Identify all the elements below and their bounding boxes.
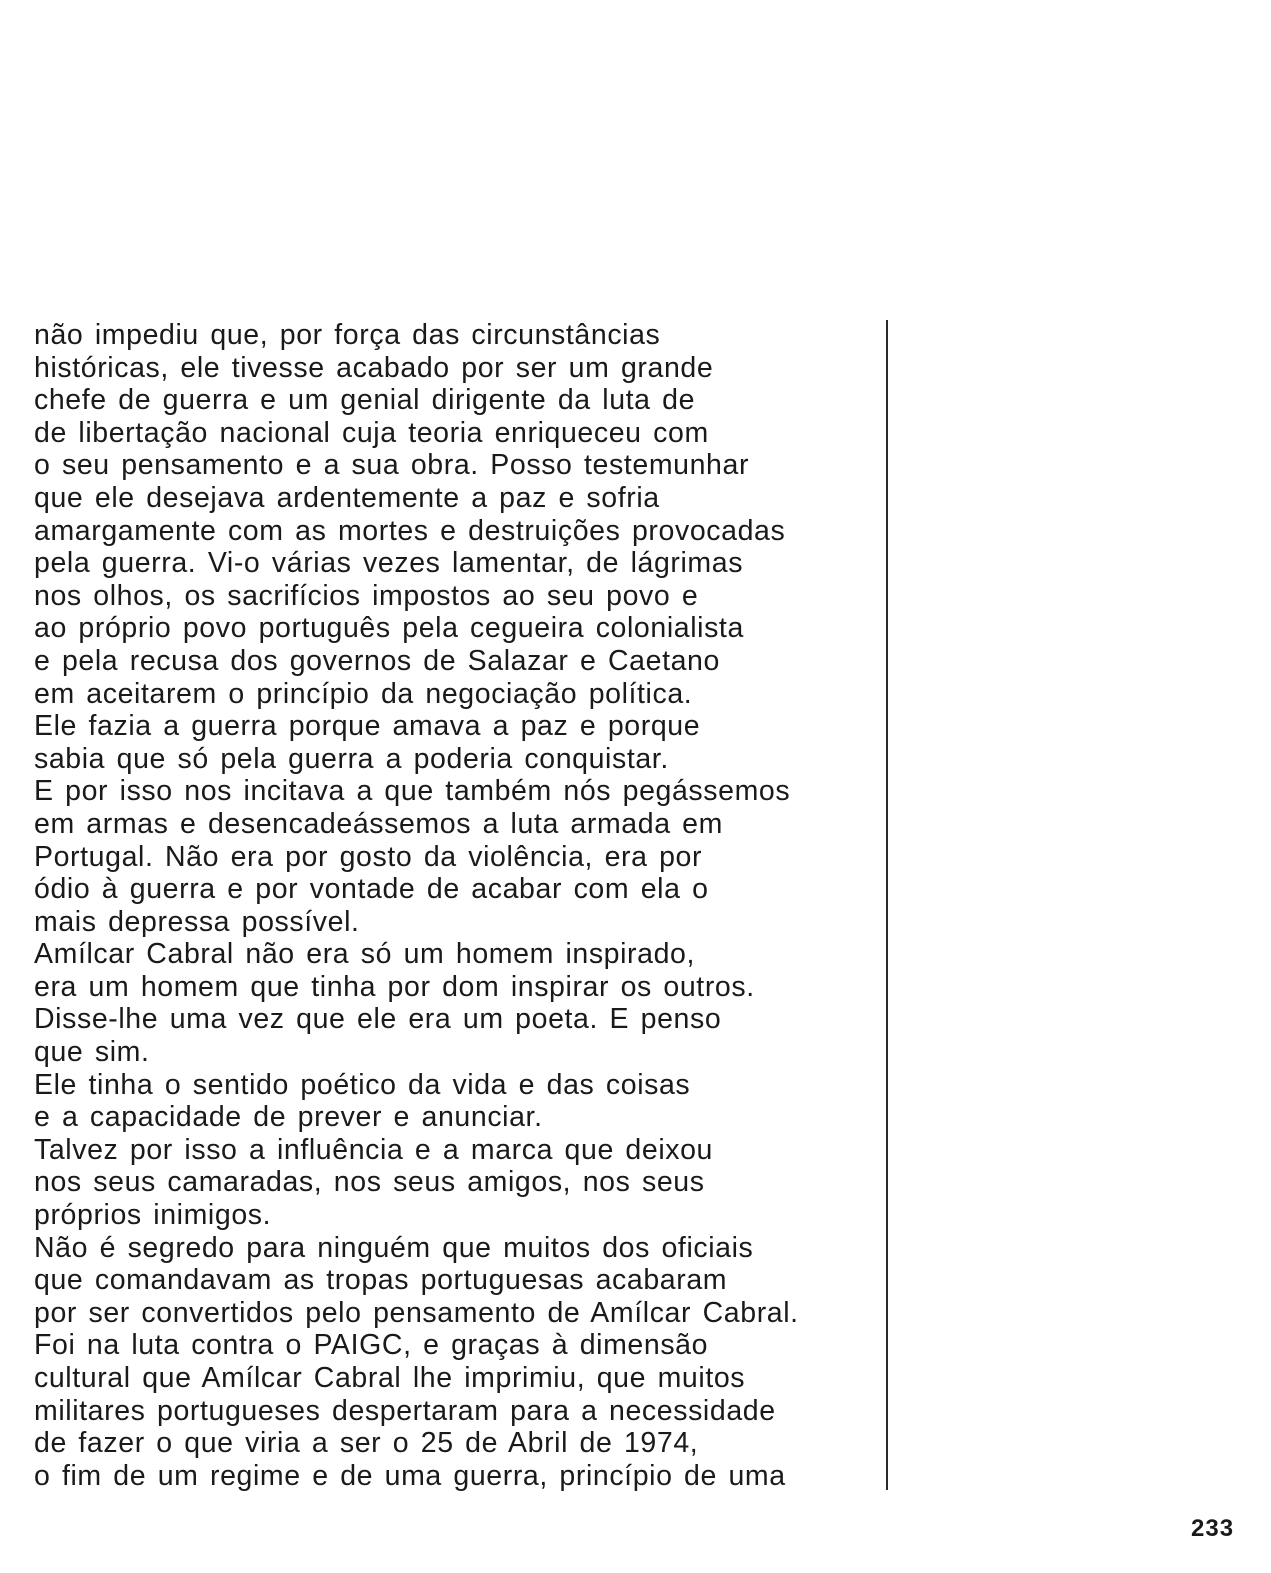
text-line: por ser convertidos pelo pensamento de Amílcar Cabral. [34, 1296, 799, 1329]
text-line: de libertação nacional cuja teoria enriqueceu com [34, 416, 709, 449]
text-line: cultural que Amílcar Cabral lhe imprimiu, que muitos [34, 1362, 746, 1394]
text-line: próprios inimigos. [34, 1199, 272, 1232]
text-line: Ele fazia a guerra porque amava a paz e porque [34, 710, 701, 743]
text-line: em armas e desencadeássemos a luta armada em [34, 807, 723, 840]
text-line: em aceitarem o princípio da negociação política. [34, 677, 693, 710]
text-line: não impediu que, por força das circunstâncias [34, 319, 661, 351]
text-line: chefe de guerra e um genial dirigente da luta de [34, 384, 696, 417]
text-line: e pela recusa dos governos de Salazar e Caetano [34, 644, 720, 677]
text-line: Foi na luta contra o PAIGC, e graças à dimensão [34, 1329, 709, 1362]
text-line: e a capacidade de prever e anunciar. [34, 1101, 543, 1134]
text-line: mais depressa possível. [34, 905, 360, 938]
text-line: que ele desejava ardentemente a paz e sofria [34, 481, 660, 514]
text-line: ódio à guerra e por vontade de acabar com ela o [34, 873, 709, 906]
text-line: era um homem que tinha por dom inspirar os outros. [34, 970, 755, 1003]
text-line: históricas, ele tivesse acabado por ser um grande [34, 351, 714, 384]
text-line: ao próprio povo português pela cegueira colonialista [34, 612, 744, 645]
text-line: que sim. [34, 1036, 150, 1069]
text-line: militares portugueses despertaram para a necessidade [34, 1394, 776, 1427]
text-line: sabia que só pela guerra a poderia conquistar. [34, 742, 669, 775]
text-line: Não é segredo para ninguém que muitos dos oficiais [34, 1231, 754, 1264]
text-line: Ele tinha o sentido poético da vida e das coisas [34, 1068, 691, 1101]
text-line: nos olhos, os sacrifícios impostos ao seu povo e [34, 579, 699, 612]
body-text [34, 319, 884, 1492]
text-line: Disse-lhe uma vez que ele era um poeta. E penso [34, 1003, 722, 1036]
text-line: o seu pensamento e a sua obra. Posso testemunhar [34, 449, 750, 482]
text-line: Amílcar Cabral não era só um homem inspirado, [34, 938, 696, 971]
text-line: nos seus camaradas, nos seus amigos, nos seus [34, 1166, 705, 1199]
page-number: 233 [1191, 1515, 1235, 1542]
text-line: E por isso nos incitava a que também nós pegássemos [34, 775, 791, 808]
text-line: Portugal. Não era por gosto da violência, era por [34, 840, 703, 873]
text-line: amargamente com as mortes e destruições provocadas [34, 514, 786, 547]
text-line: Talvez por isso a influência e a marca que deixou [34, 1133, 714, 1166]
text-line: o fim de um regime e de uma guerra, princípio de uma [34, 1459, 786, 1492]
text-line: pela guerra. Vi-o várias vezes lamentar, de lágrimas [34, 547, 744, 580]
margin-rule [886, 320, 888, 1490]
text-line: de fazer o que viria a ser o 25 de Abril de 1974, [34, 1427, 699, 1460]
text-line: que comandavam as tropas portuguesas acabaram [34, 1264, 728, 1297]
